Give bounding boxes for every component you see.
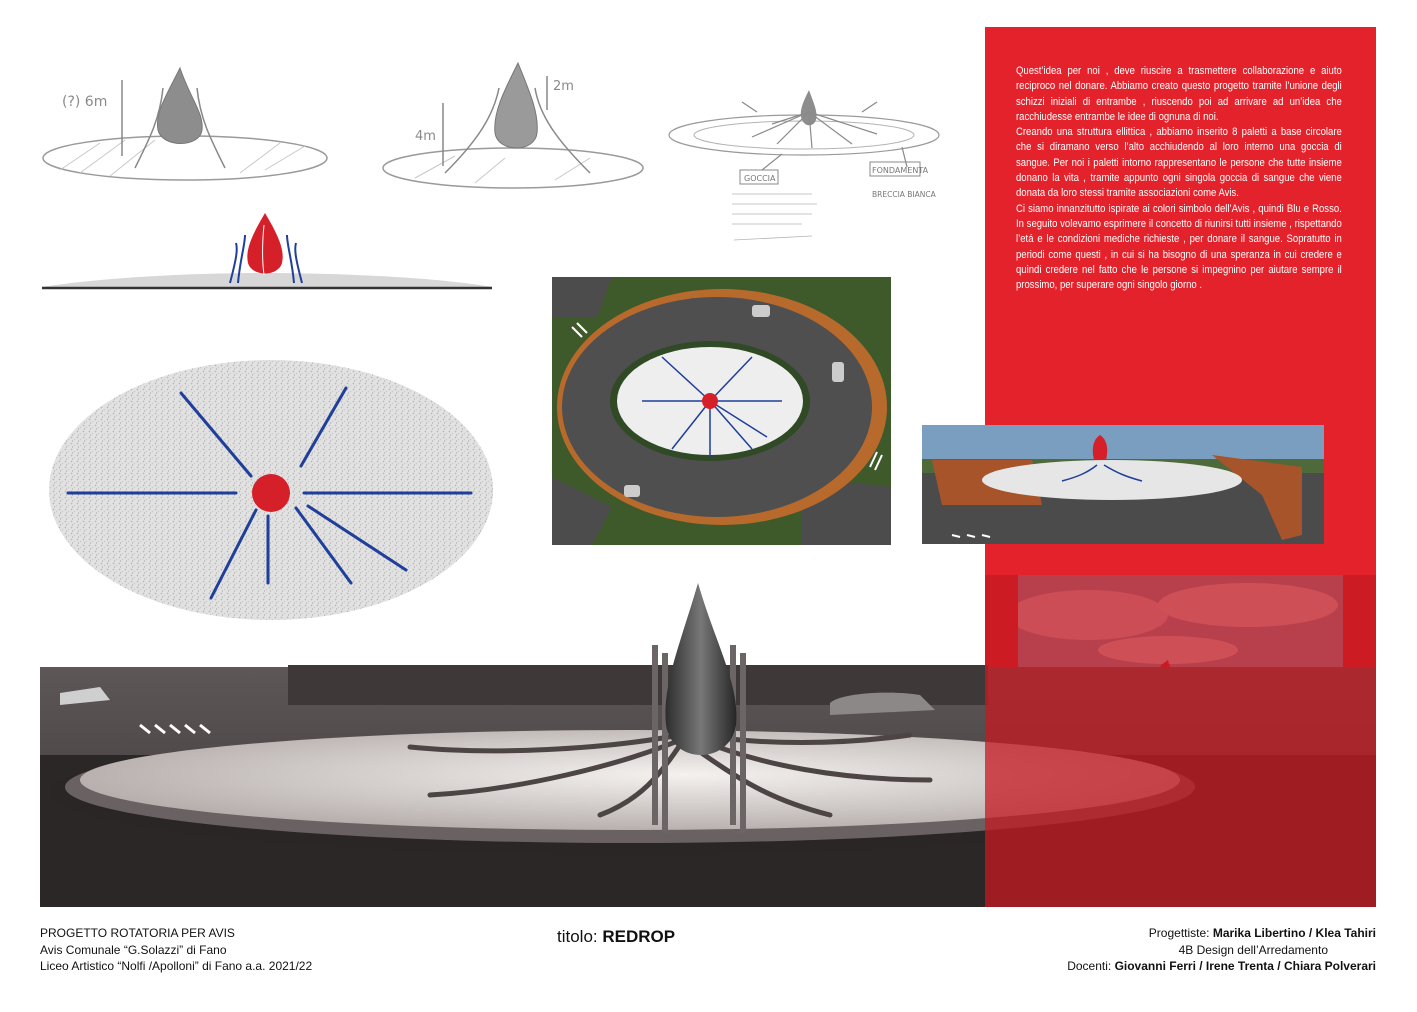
render-main	[40, 575, 1376, 907]
school-line: Liceo Artistico “Nolfi /Apolloni” di Fano a.a. 2021/22	[40, 959, 313, 973]
render-top-view	[552, 277, 891, 545]
footer-right	[1016, 925, 1376, 975]
sketch-3-note-breccia: BRECCIA BIANCA	[872, 190, 936, 199]
project-title	[557, 927, 675, 947]
designers-names: Marika Libertino / Klea Tahiri	[1212, 926, 1376, 940]
client-line: Avis Comunale “G.Solazzi” di Fano	[40, 942, 227, 957]
sketch-1	[40, 58, 340, 188]
elevation-drawing	[40, 205, 495, 295]
title-label: titolo:	[557, 927, 598, 946]
sketch-3-box-goccia: GOCCIA	[744, 174, 776, 183]
designers-label: Progettiste:	[1148, 926, 1210, 940]
footer-left	[40, 925, 312, 975]
description-paragraph-2: Creando una struttura ellittica , abbiamo inserito 8 paletti a base circolare che si diramano verso l’alto acchiudendo al loro interno una goccia di sangue. Per noi i paletti intorno rappresentano le persone che tutte insieme donano la vita , tramite appunto ogni singola goccia di sangue che viene donata da loro stessi tramite associazioni come Avis.	[1016, 126, 1342, 200]
teachers-label: Docenti:	[1067, 959, 1112, 973]
project-description	[1016, 64, 1342, 293]
teachers-names: Giovanni Ferri / Irene Trenta / Chiara Polverari	[1114, 959, 1376, 973]
title-value: REDROP	[602, 927, 676, 946]
sketch-3	[662, 82, 947, 252]
sketch-2-label-b: 2m	[553, 79, 574, 94]
description-paragraph-1: Quest’idea per noi , deve riuscire a trasmettere collaborazione e aiuto reciproco nel donare. Abbiamo creato questo progetto tramite l’unione degli schizzi iniziali di entrambe , riuscendo poi ad arrivare ad un’idea che racchiudesse entrambe le idee di ognuna di noi.	[1016, 65, 1342, 123]
sketch-2-label-a: 4m	[415, 129, 436, 144]
sketch-1-label: (?) 6m	[62, 94, 108, 110]
class-line: 4B Design dell’Arredamento	[1178, 942, 1328, 957]
sketch-2	[375, 48, 645, 193]
project-name: PROGETTO ROTATORIA PER AVIS	[40, 926, 235, 940]
description-paragraph-3: Ci siamo innanzitutto ispirate ai colori simbolo dell’Avis , quindi Blu e Rosso. In seguito volevamo esprimere il concetto di riunirsi tutti insieme , rispettando l’etá e le condizioni mediche richieste , per donare il sangue. Sopratutto in periodi come questi , in cui si ha bisogno di una speranza in cui credere e quindi credere nel fatto che le persone si impegnino per aiutare sempre il prossimo, per superare ogni singolo giorno .	[1016, 202, 1342, 292]
render-perspective-small	[922, 425, 1324, 544]
sketch-3-box-fondamenta: FONDAMENTA	[872, 166, 929, 175]
